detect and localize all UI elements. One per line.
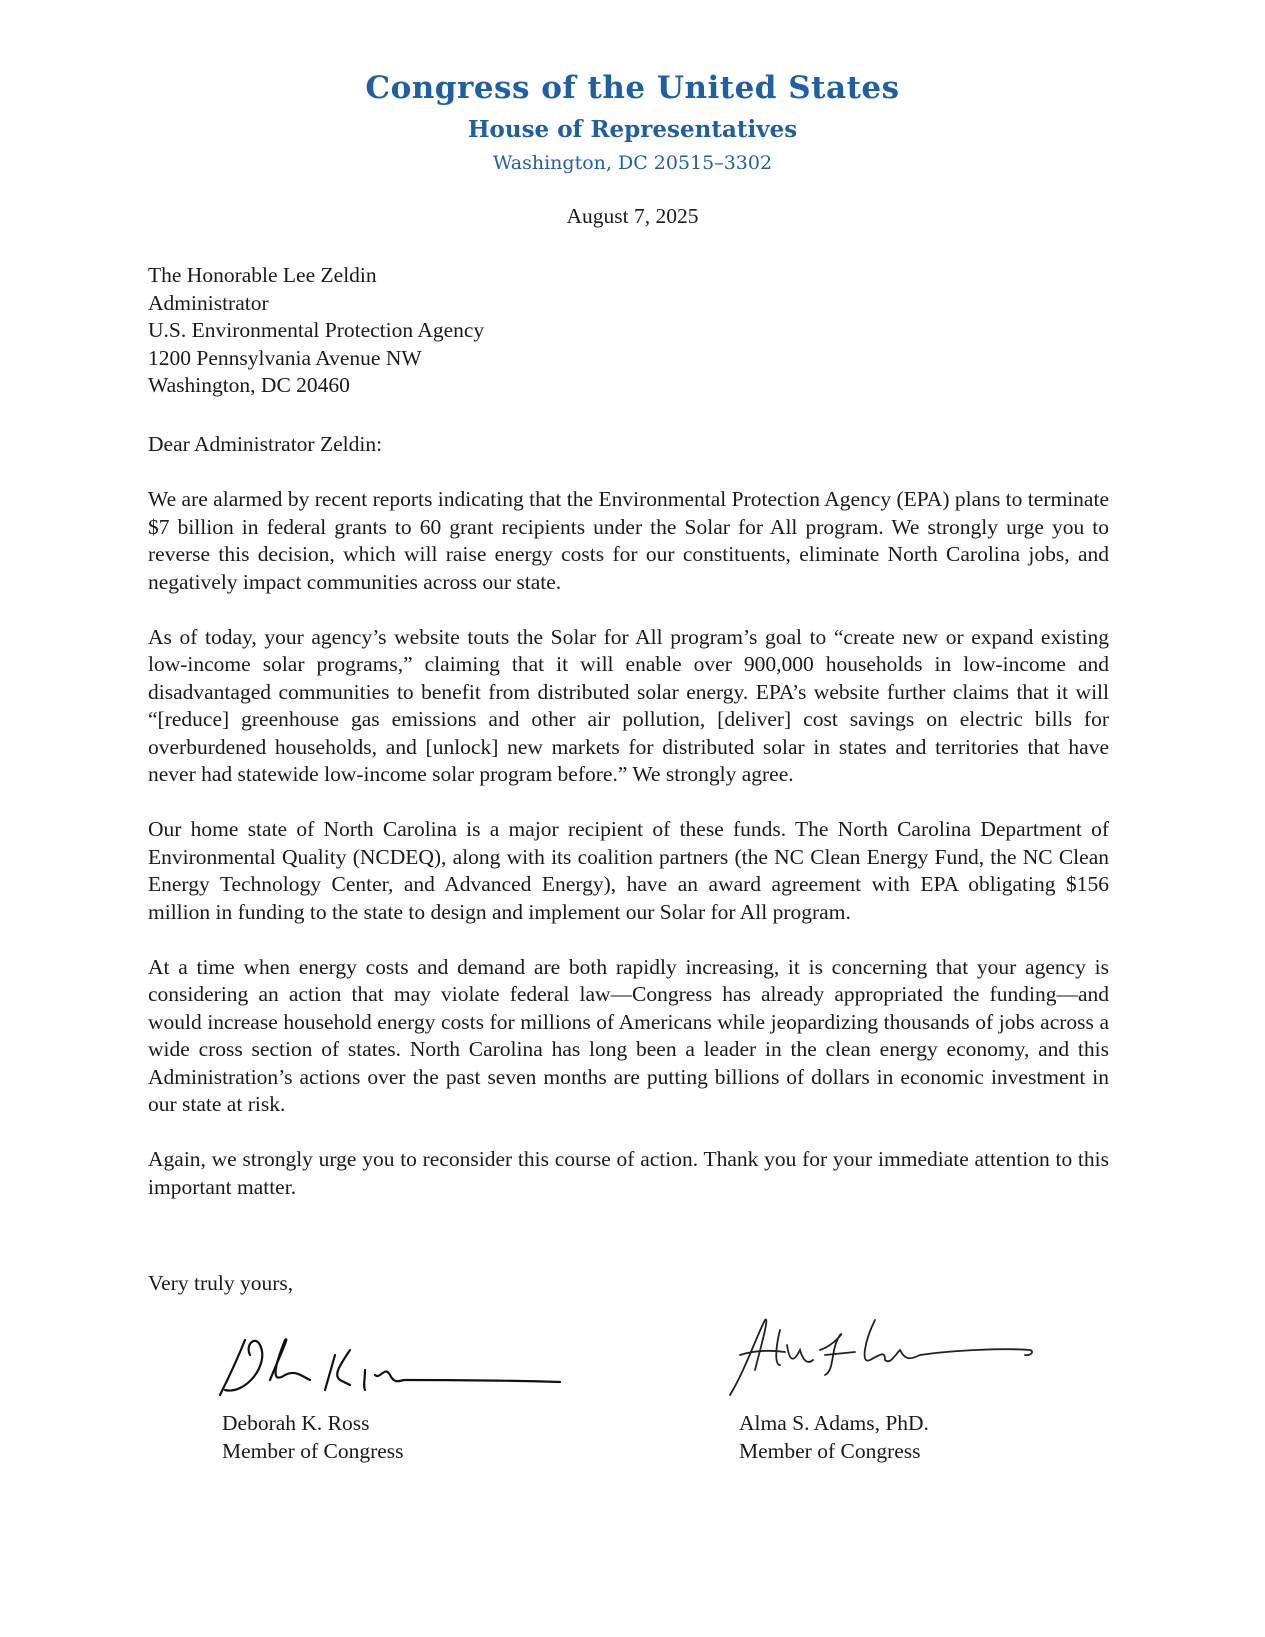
body-paragraph: At a time when energy costs and demand are both rapidly increasing, it is concerning that your agency is considering an action that may violate federal law—Congress has already appropriated the funding—and would increase household energy costs for millions of Americans while jeopardizing thousands of jobs across a wide cross section of states. North Carolina has long been a leader in the clean energy economy, and this Administration’s actions over the past seven months are putting billions of dollars in economic investment in our state at risk.: [148, 954, 1109, 1116]
recipient-line: U.S. Environmental Protection Agency: [148, 318, 485, 342]
letterhead-chamber: House of Representatives: [467, 116, 798, 143]
signer-title: Member of Congress: [739, 1438, 921, 1463]
recipient-line: 1200 Pennsylvania Avenue NW: [148, 345, 422, 370]
signer-title: Member of Congress: [222, 1438, 404, 1463]
letterhead-title: Congress of the United States: [365, 70, 900, 106]
signature-adams: [725, 1310, 1065, 1400]
recipient-line: Washington, DC 20460: [148, 373, 350, 397]
recipient-line: Administrator: [148, 290, 269, 315]
signature-ross: [215, 1325, 575, 1405]
letter-date: August 7, 2025: [566, 204, 699, 228]
body-paragraph: Our home state of North Carolina is a major recipient of these funds. The North Carolina Department of Environmental Quality (NCDEQ), along with its coalition partners (the NC Clean Energy Fund, the NC Clean Energy Technology Center, and Advanced Energy), have an award agreement with EPA obligating $156 million in funding to the state to design and implement our Solar for All program.: [148, 817, 1109, 924]
letterhead-address: Washington, DC 20515–3302: [492, 152, 773, 174]
body-paragraph: As of today, your agency’s website touts the Solar for All program’s goal to “create new or expand existing low-income solar programs,” claiming that it will enable over 900,000 households in low-income and disadvantaged communities to benefit from distributed solar energy. EPA’s website further claims that it will “[reduce] greenhouse gas emissions and other air pollution, [deliver] cost savings on electric bills for overburdened households, and [unlock] new markets for distributed solar in states and territories that have never had statewide low-income solar program before.” We strongly agree.: [148, 624, 1109, 786]
salutation: Dear Administrator Zeldin:: [148, 432, 383, 456]
body-paragraph: We are alarmed by recent reports indicating that the Environmental Protection Agency (EPA) plans to terminate $7 billion in federal grants to 60 grant recipients under the Solar for All program. We strongly urge you to reverse this decision, which will raise energy costs for our constituents, eliminate North Carolina jobs, and negatively impact communities across our state.: [148, 487, 1109, 594]
letter-body: [148, 486, 1109, 1229]
body-paragraph: Again, we strongly urge you to reconsider this course of action. Thank you for your immediate attention to this important matter.: [148, 1147, 1109, 1199]
signer-ross: [222, 1410, 404, 1465]
recipient-address: [148, 262, 1109, 400]
signer-name: Alma S. Adams, PhD.: [739, 1411, 929, 1435]
recipient-line: The Honorable Lee Zeldin: [148, 263, 377, 287]
closing: Very truly yours,: [148, 1271, 294, 1295]
signer-adams: [739, 1410, 929, 1465]
signer-name: Deborah K. Ross: [222, 1411, 370, 1435]
